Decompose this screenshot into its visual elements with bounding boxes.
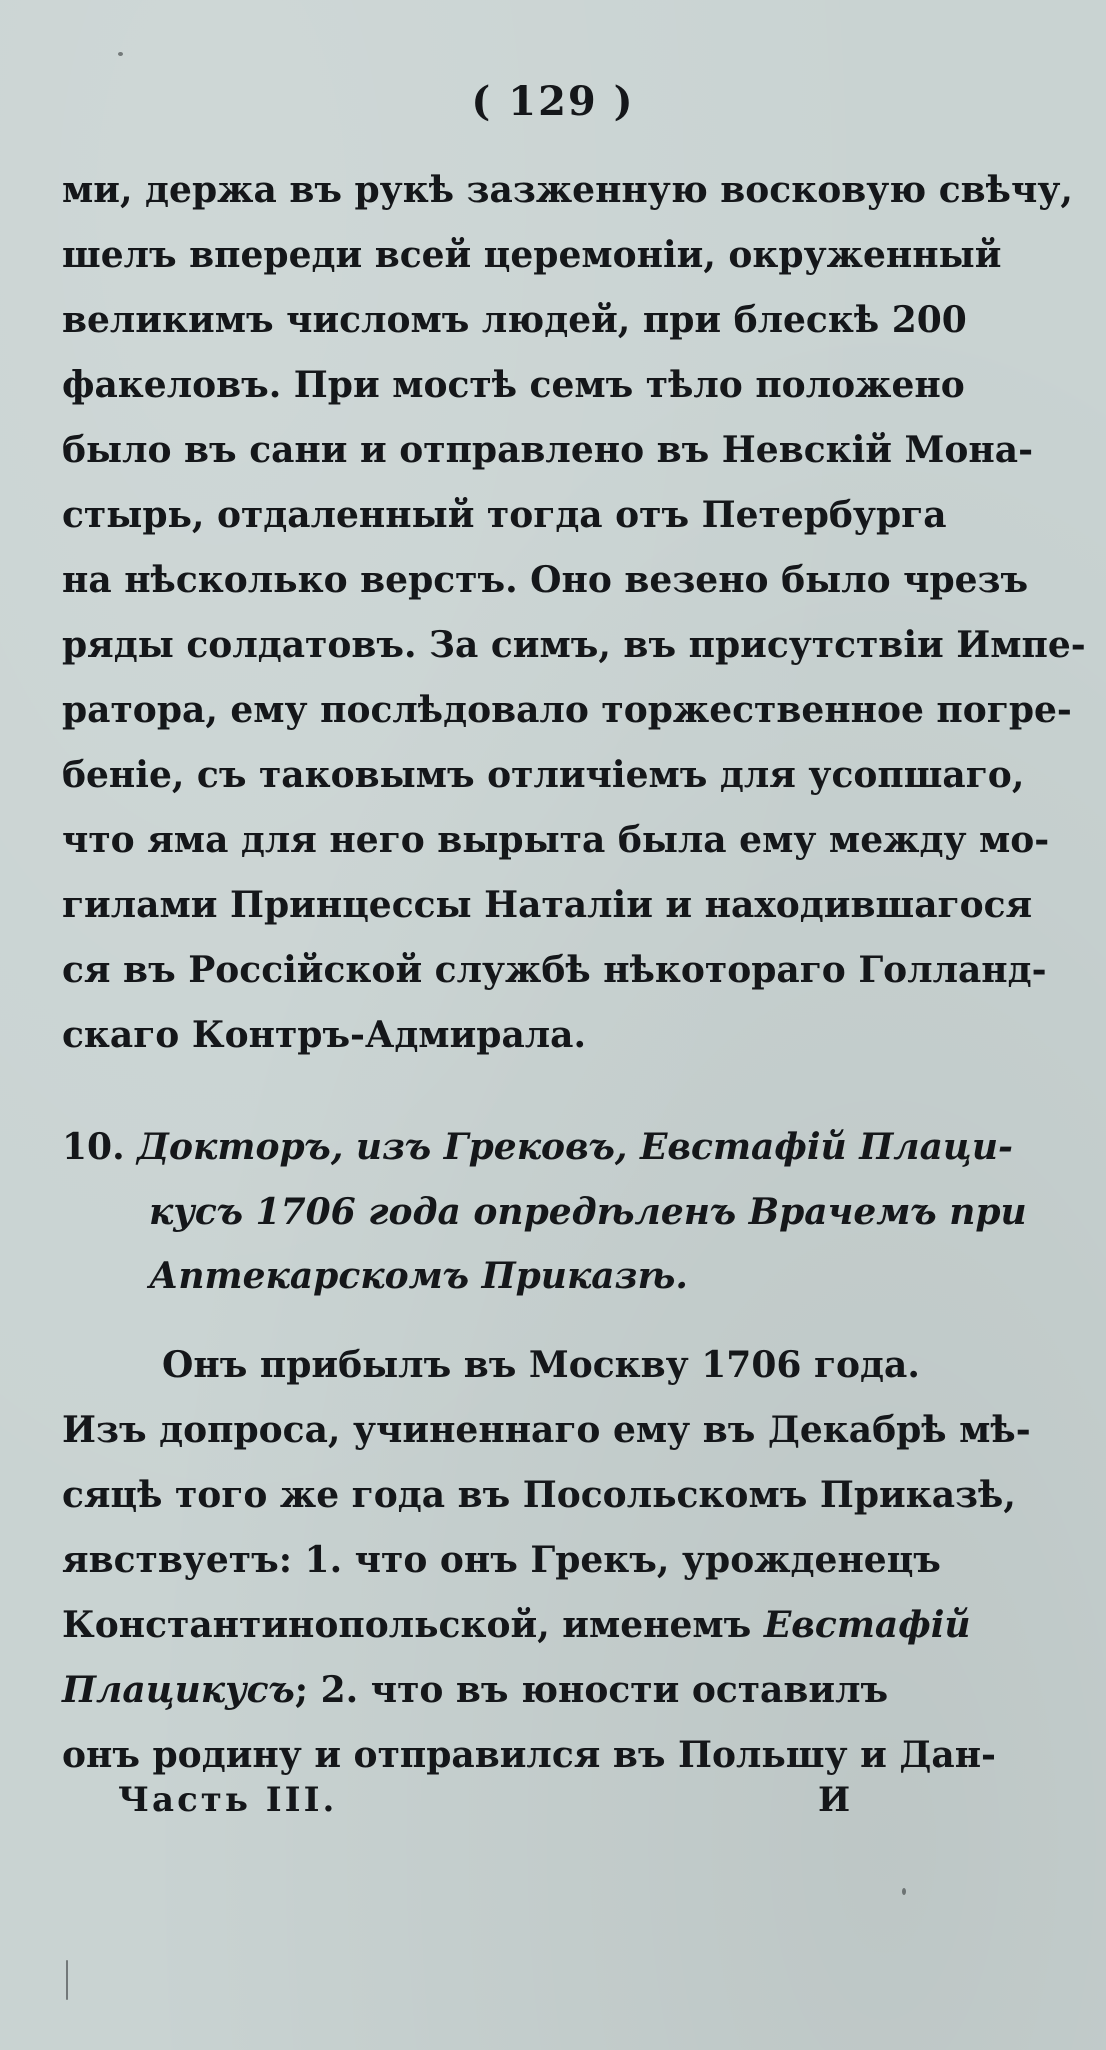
text-line: шелъ впереди всей церемоніи, окруженный — [62, 234, 1002, 276]
text-line: ряды солдатовъ. За симъ, въ присутствіи Импе- — [62, 624, 1086, 666]
text-line: на нѣсколько верстъ. Оно везено было чрезъ — [62, 559, 1029, 601]
sheet-letter-mark: И — [818, 1780, 851, 1820]
text-line: скаго Контръ-Адмирала. — [62, 1014, 587, 1056]
entry-heading-line: кусъ 1706 года опредѣленъ Врачемъ при — [149, 1191, 1027, 1233]
text-line: стырь, отдаленный тогда отъ Петербурга — [62, 494, 947, 536]
text-segment: Константинопольской, именемъ — [62, 1604, 764, 1646]
text-line: сяцѣ того же года въ Посольскомъ Приказѣ, — [62, 1474, 1016, 1516]
text-line: ся въ Россійской службѣ нѣкотораго Голланд- — [62, 949, 1047, 991]
text-line: ми, держа въ рукѣ зазженную восковую свѣчу, — [62, 169, 1073, 211]
text-line: великимъ числомъ людей, при блескѣ 200 — [62, 299, 967, 341]
entry-heading-text: Докторъ, изъ Грековъ, Евстафій Плаци- — [137, 1126, 1013, 1168]
italic-name: Евстафій — [763, 1604, 971, 1646]
text-line: беніе, съ таковымъ отличіемъ для усопшаго, — [62, 754, 1025, 796]
text-line: Изъ допроса, учиненнаго ему въ Декабрѣ мѣ- — [62, 1409, 1031, 1451]
text-line: явствуетъ: 1. что онъ Грекъ, урожденецъ — [62, 1539, 941, 1581]
entry-number: 10. — [62, 1126, 125, 1168]
text-line: было въ сани и отправлено въ Невскій Мона- — [62, 429, 1034, 471]
text-segment: ; 2. что въ юности оставилъ — [294, 1669, 889, 1711]
text-line: факеловъ. При мостѣ семъ тѣло положено — [62, 364, 965, 406]
italic-name: Плацикусъ — [62, 1669, 295, 1711]
text-line: гилами Принцессы Наталіи и находившагося — [62, 884, 1033, 926]
page-number: ( 129 ) — [471, 78, 635, 125]
ink-speck — [66, 1960, 68, 2000]
entry-heading-line: Аптекарскомъ Приказѣ. — [149, 1255, 688, 1297]
entry-heading — [62, 1115, 1027, 1308]
entry-heading-line — [62, 1115, 1027, 1180]
ink-speck — [902, 1888, 906, 1895]
text-line — [62, 1658, 1027, 1723]
text-line — [62, 1593, 1027, 1658]
text-line: что яма для него вырыта была ему между мо- — [62, 819, 1050, 861]
signature-mark: Часть III. — [118, 1780, 338, 1820]
text-line: ратора, ему послѣдовало торжественное погре- — [62, 689, 1072, 731]
text-line: онъ родину и отправился въ Польшу и Дан- — [62, 1734, 996, 1776]
ink-speck — [118, 52, 123, 56]
paragraph-continuation — [62, 158, 1086, 1068]
paragraph-entry-body — [62, 1333, 1031, 1788]
text-line: Онъ прибылъ въ Москву 1706 года. — [162, 1344, 920, 1386]
